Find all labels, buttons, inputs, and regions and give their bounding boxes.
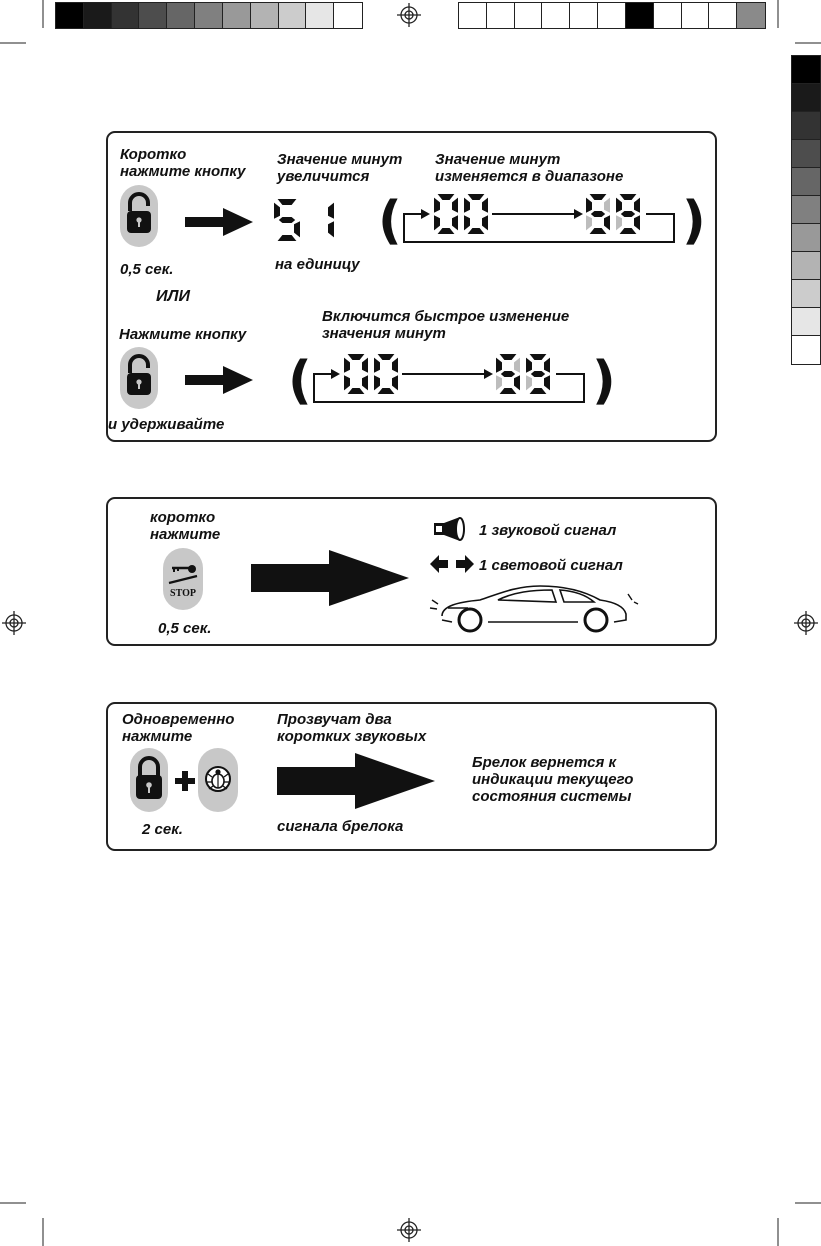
- arrow-head: [484, 369, 493, 379]
- color-swatch: [167, 3, 195, 28]
- color-swatch: [626, 3, 654, 28]
- open-lock-button[interactable]: [120, 185, 158, 247]
- color-swatch: [570, 3, 598, 28]
- color-swatch: [792, 308, 820, 336]
- arrow-head: [331, 369, 340, 379]
- padlock-open-icon: [120, 185, 158, 247]
- stop-button[interactable]: [163, 548, 203, 610]
- color-swatch: [598, 3, 626, 28]
- open-lock-button-hold[interactable]: [120, 347, 158, 409]
- color-swatch: [792, 168, 820, 196]
- or-label: ИЛИ: [156, 288, 191, 305]
- lock-button[interactable]: [130, 748, 168, 812]
- color-swatch: [139, 3, 167, 28]
- color-swatch: [84, 3, 112, 28]
- range-cycle-diagram: [378, 188, 704, 260]
- digit-1: [328, 203, 334, 238]
- range-cycle-diagram-fast: [288, 348, 614, 420]
- display-value-51: [272, 197, 342, 245]
- color-swatch: [459, 3, 487, 28]
- color-swatch: [515, 3, 543, 28]
- color-swatch: [487, 3, 515, 28]
- arrow-head: [574, 209, 583, 219]
- digit-0: [434, 194, 458, 234]
- fast-change-label: Включится быстрое изменение значения минут: [322, 308, 570, 342]
- big-arrow-right-icon: [251, 550, 411, 606]
- color-swatch: [542, 3, 570, 28]
- turn-signal-arrows-icon: [430, 555, 474, 573]
- duration-label-2: 0,5 сек.: [158, 620, 212, 637]
- digit-5: [274, 199, 300, 241]
- color-swatch: [279, 3, 307, 28]
- beetle-button[interactable]: [198, 748, 238, 812]
- color-swatch: [223, 3, 251, 28]
- digit-9: [526, 354, 550, 394]
- duration-label: 0,5 сек.: [120, 261, 174, 278]
- siren-icon: [430, 517, 468, 543]
- paren: ): [682, 191, 706, 251]
- result-label: Брелок вернется к индикации текущего состояния системы: [472, 754, 634, 805]
- color-swatch: [792, 252, 820, 280]
- color-swatch: [334, 3, 362, 28]
- arrow-right-icon: [185, 366, 255, 394]
- minutes-increase-label: Значение минут увеличится: [277, 151, 403, 185]
- press-button-label: Нажмите кнопку: [119, 326, 247, 343]
- side-color-bar: [791, 55, 821, 365]
- top-color-bar-right: [458, 2, 766, 29]
- beetle-icon: [198, 748, 238, 812]
- color-swatch: [792, 56, 820, 84]
- press-short-label: Коротко нажмите кнопку: [120, 146, 246, 180]
- arrow-head: [421, 209, 430, 219]
- big-arrow-right-icon: [277, 753, 437, 809]
- two-beeps-label: Прозвучат два коротких звуковых: [277, 711, 427, 745]
- beeps-tail-label: сигнала брелока: [277, 818, 404, 835]
- top-color-bar-left: [55, 2, 363, 29]
- paren: (: [288, 351, 312, 411]
- color-swatch: [792, 280, 820, 308]
- press-simultaneously-label: Одновременно нажмите: [122, 711, 235, 745]
- color-swatch: [195, 3, 223, 28]
- duration-label-3: 2 сек.: [142, 821, 183, 838]
- car-icon: [428, 582, 638, 632]
- plus-icon: [175, 771, 195, 791]
- arrow-right-icon: [185, 208, 255, 236]
- hold-label: и удерживайте: [108, 416, 225, 433]
- color-swatch: [792, 140, 820, 168]
- key-stop-icon: [163, 548, 203, 610]
- color-swatch: [654, 3, 682, 28]
- color-swatch: [792, 112, 820, 140]
- color-swatch: [737, 3, 765, 28]
- light-signal-label: 1 световой сигнал: [479, 557, 623, 574]
- by-one-label: на единицу: [275, 256, 360, 273]
- digit-9: [616, 194, 640, 234]
- padlock-closed-icon: [130, 748, 168, 812]
- stop-label: STOP: [170, 588, 196, 599]
- color-swatch: [251, 3, 279, 28]
- color-swatch: [682, 3, 710, 28]
- color-swatch: [709, 3, 737, 28]
- color-swatch: [792, 196, 820, 224]
- color-swatch: [792, 336, 820, 364]
- paren: (: [378, 191, 402, 251]
- color-swatch: [792, 224, 820, 252]
- digit-0: [344, 354, 368, 394]
- color-swatch: [112, 3, 140, 28]
- digit-5: [496, 354, 520, 394]
- digit-5: [586, 194, 610, 234]
- digit-0: [374, 354, 398, 394]
- press-short-label-2: коротко нажмите: [150, 509, 221, 543]
- digit-0: [464, 194, 488, 234]
- color-swatch: [56, 3, 84, 28]
- color-swatch: [792, 84, 820, 112]
- padlock-open-icon: [120, 347, 158, 409]
- paren: ): [592, 351, 616, 411]
- sound-signal-label: 1 звуковой сигнал: [479, 522, 617, 539]
- minutes-range-label: Значение минут изменяется в диапазоне: [435, 151, 624, 185]
- color-swatch: [306, 3, 334, 28]
